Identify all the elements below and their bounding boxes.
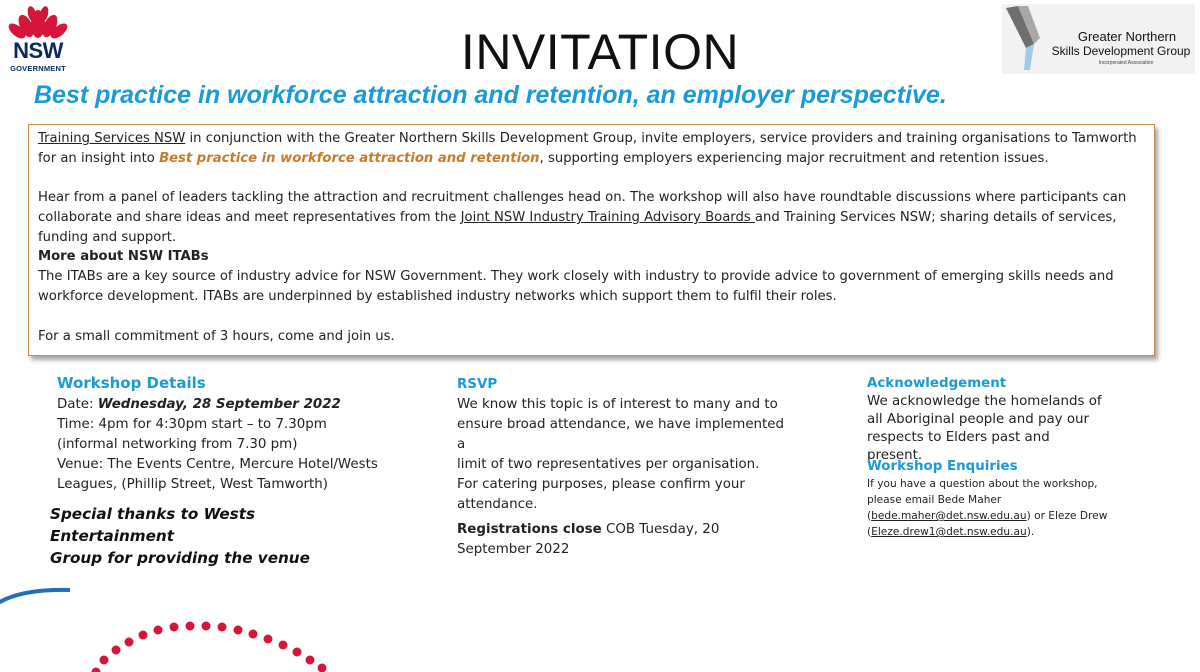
intro-text: Hear from a panel of leaders tackling the attraction and recruitment challenges head on. The workshop will also have roundtable discussions where participants can collaborate and share ideas and meet representatives from the: [38, 190, 1127, 225]
acknowledgement-section: [867, 375, 1107, 465]
acknowledgement-line: respects to Elders past and present.: [867, 430, 1050, 463]
itabs-paragraph: The ITABs are a key source of industry advice for NSW Government. They work closely with industry to provide advice to government of emerging skills needs and workforce development. ITABs are underpinned by established industry networks which support them to fulfil their roles.: [38, 269, 1114, 304]
email-link-eleze[interactable]: Eleze.drew1@det.nsw.edu.au: [871, 526, 1027, 538]
nsw-logo-subtitle: GOVERNMENT: [10, 64, 66, 73]
partner-logo-line1: Greater Northern: [1077, 29, 1177, 44]
enquiries-line: please email Bede Maher: [867, 494, 1002, 506]
decorative-arcs: [0, 560, 400, 672]
special-thanks-line2: Group for providing the venue: [50, 549, 310, 567]
intro-text: and Training Services NSW; sharing details of services, funding and support.: [38, 210, 1117, 245]
acknowledgement-line: all Aboriginal people and pay our: [867, 412, 1090, 427]
rsvp-line: ensure broad attendance, we have implemented a: [457, 417, 785, 452]
nsw-government-logo: [4, 4, 72, 76]
partner-logo-line3: Incorporated Association: [1098, 60, 1154, 66]
workshop-venue-line1: Venue: The Events Centre, Mercure Hotel/Wests: [57, 457, 378, 472]
itab-link[interactable]: Joint NSW Industry Training Advisory Boards: [460, 210, 755, 225]
date-value: Wednesday, 28 September 2022: [97, 397, 341, 412]
enquiries-email-line-2: (Eleze.drew1@det.nsw.edu.au).: [867, 526, 1035, 538]
intro-box: [28, 124, 1155, 356]
event-subtitle: Best practice in workforce attraction and retention, an employer perspective.: [34, 81, 947, 109]
rsvp-section: [457, 375, 787, 560]
rsvp-heading: RSVP: [457, 377, 498, 392]
workshop-time: Time: 4pm for 4:30pm start – to 7.30pm: [57, 417, 327, 432]
intro-text: in conjunction with the Greater Northern Skills Development Group, invite employers, service providers and training organisations to Tamworth for an insight into: [38, 131, 1137, 166]
workshop-date: [57, 395, 387, 415]
highlight-text: Best practice in workforce attraction and retention: [159, 151, 540, 166]
enquiries-email-line-1: (bede.maher@det.nsw.edu.au) or Eleze Drew: [867, 510, 1108, 522]
registrations-close-value: COB Tuesday, 20 September 2022: [457, 522, 720, 557]
email-link-bede[interactable]: bede.maher@det.nsw.edu.au: [871, 510, 1027, 522]
intro-paragraph-1: [38, 129, 1143, 169]
partner-logo-line2: Skills Development Group: [1051, 44, 1191, 58]
intro-text: , supporting employers experiencing major recruitment and retention issues.: [539, 151, 1049, 166]
training-services-link[interactable]: Training Services NSW: [38, 131, 186, 146]
rsvp-line: limit of two representatives per organisation.: [457, 457, 760, 472]
enquiries-or-text: or Eleze Drew: [1030, 510, 1108, 522]
enquiries-line: If you have a question about the workshop,: [867, 478, 1098, 490]
closing-paragraph: For a small commitment of 3 hours, come and join us.: [38, 329, 395, 344]
intro-paragraph-2: [38, 188, 1143, 248]
red-dotted-arc: [92, 622, 327, 672]
enquiries-heading: Workshop Enquiries: [867, 459, 1018, 474]
workshop-enquiries: [867, 458, 1187, 540]
workshop-venue-line2: Leagues, (Phillip Street, West Tamworth): [57, 477, 329, 492]
nsw-logo-word: NSW: [13, 38, 63, 63]
registrations-close: [457, 520, 787, 560]
workshop-details: [57, 373, 387, 495]
rsvp-line: We know this topic is of interest to many and to: [457, 397, 778, 412]
partner-logo-mark-icon: [1004, 4, 1054, 72]
date-label: Date:: [57, 397, 98, 412]
acknowledgement-heading: Acknowledgement: [867, 376, 1007, 391]
acknowledgement-line: We acknowledge the homelands of: [867, 394, 1102, 409]
blue-arc: [0, 590, 70, 620]
registrations-close-label: Registrations close: [457, 522, 602, 537]
workshop-details-heading: Workshop Details: [57, 374, 206, 392]
workshop-networking: (informal networking from 7.30 pm): [57, 437, 298, 452]
special-thanks-line1: Special thanks to Wests Entertainment: [50, 505, 256, 545]
itabs-heading: More about NSW ITABs: [38, 249, 209, 264]
rsvp-line: For catering purposes, please confirm your: [457, 477, 745, 492]
partner-logo: [1002, 4, 1195, 74]
rsvp-line: attendance.: [457, 497, 538, 512]
page-title: INVITATION: [460, 24, 740, 80]
